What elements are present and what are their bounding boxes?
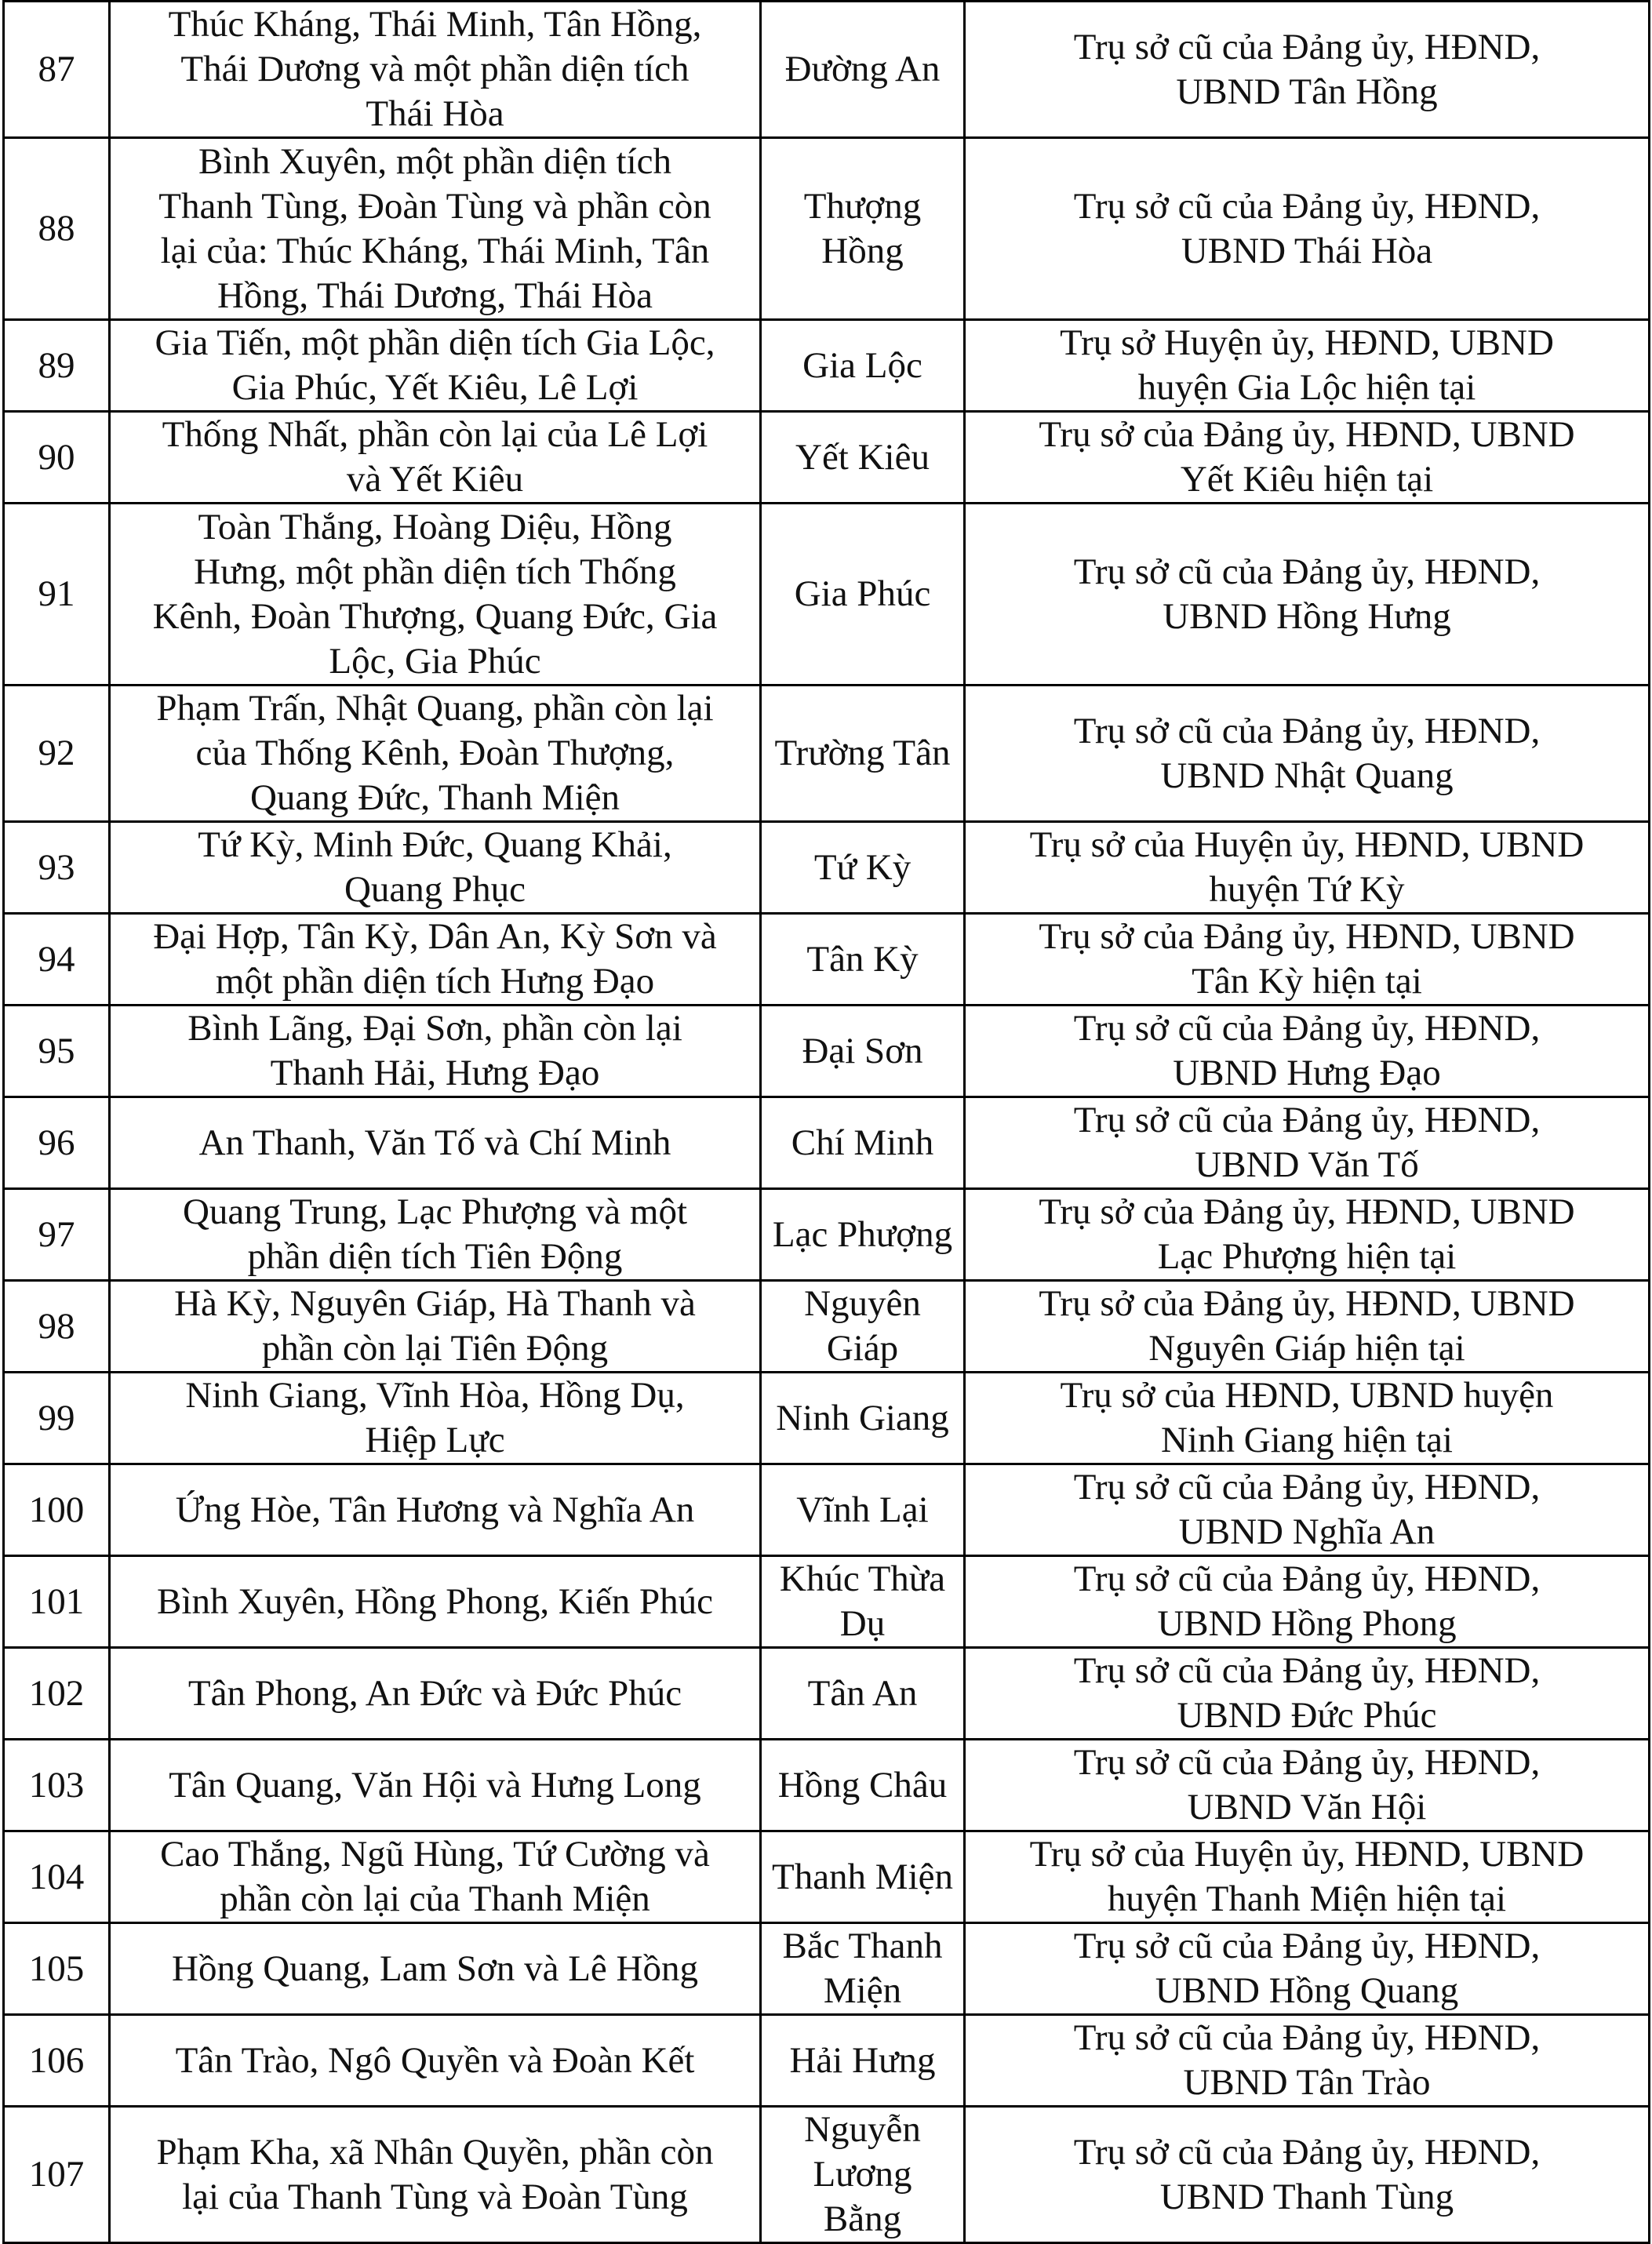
table-row bbox=[4, 320, 1650, 412]
new-commune-name-cell: Nguyễn Lương Bằng bbox=[761, 2107, 965, 2243]
headquarters-cell: Trụ sở cũ của Đảng ủy, HĐND, UBND Hồng Phong bbox=[965, 1556, 1650, 1648]
table-row bbox=[4, 412, 1650, 504]
headquarters-cell: Trụ sở của Đảng ủy, HĐND, UBND Yết Kiêu hiện tại bbox=[965, 412, 1650, 504]
new-commune-name-cell: Tân An bbox=[761, 1648, 965, 1740]
table-row bbox=[4, 504, 1650, 686]
table-row bbox=[4, 1189, 1650, 1281]
row-number: 100 bbox=[4, 1464, 110, 1556]
new-commune-name-cell: Gia Phúc bbox=[761, 504, 965, 686]
new-commune-name-cell: Vĩnh Lại bbox=[761, 1464, 965, 1556]
row-number: 94 bbox=[4, 914, 110, 1006]
merged-communes-cell: Phạm Kha, xã Nhân Quyền, phần còn lại của Thanh Tùng và Đoàn Tùng bbox=[110, 2107, 761, 2243]
merged-communes-cell: Tân Phong, An Đức và Đức Phúc bbox=[110, 1648, 761, 1740]
row-number: 96 bbox=[4, 1097, 110, 1189]
table-row bbox=[4, 1373, 1650, 1464]
new-commune-name-cell: Bắc Thanh Miện bbox=[761, 1923, 965, 2015]
new-commune-name-cell: Đại Sơn bbox=[761, 1006, 965, 1097]
row-number: 93 bbox=[4, 822, 110, 914]
new-commune-name-cell: Đường An bbox=[761, 2, 965, 138]
table-row bbox=[4, 2107, 1650, 2243]
commune-merger-table bbox=[2, 0, 1650, 2244]
row-number: 103 bbox=[4, 1740, 110, 1831]
row-number: 91 bbox=[4, 504, 110, 686]
merged-communes-cell: Thúc Kháng, Thái Minh, Tân Hồng, Thái Dương và một phần diện tích Thái Hòa bbox=[110, 2, 761, 138]
merged-communes-cell: Bình Xuyên, một phần diện tích Thanh Tùng, Đoàn Tùng và phần còn lại của: Thúc Kháng, Thái Minh, Tân Hồng, Thái Dương, Thái Hòa bbox=[110, 138, 761, 320]
headquarters-cell: Trụ sở của HĐND, UBND huyện Ninh Giang hiện tại bbox=[965, 1373, 1650, 1464]
headquarters-cell: Trụ sở của Huyện ủy, HĐND, UBND huyện Tứ Kỳ bbox=[965, 822, 1650, 914]
headquarters-cell: Trụ sở cũ của Đảng ủy, HĐND, UBND Hưng Đạo bbox=[965, 1006, 1650, 1097]
row-number: 97 bbox=[4, 1189, 110, 1281]
new-commune-name-cell: Hải Hưng bbox=[761, 2015, 965, 2107]
table-row bbox=[4, 1281, 1650, 1373]
row-number: 88 bbox=[4, 138, 110, 320]
merged-communes-cell: Thống Nhất, phần còn lại của Lê Lợi và Yết Kiêu bbox=[110, 412, 761, 504]
new-commune-name-cell: Thượng Hồng bbox=[761, 138, 965, 320]
merged-communes-cell: Bình Lãng, Đại Sơn, phần còn lại Thanh Hải, Hưng Đạo bbox=[110, 1006, 761, 1097]
merged-communes-cell: Tứ Kỳ, Minh Đức, Quang Khải, Quang Phục bbox=[110, 822, 761, 914]
table-row bbox=[4, 1006, 1650, 1097]
headquarters-cell: Trụ sở của Huyện ủy, HĐND, UBND huyện Thanh Miện hiện tại bbox=[965, 1831, 1650, 1923]
headquarters-cell: Trụ sở cũ của Đảng ủy, HĐND, UBND Thái Hòa bbox=[965, 138, 1650, 320]
new-commune-name-cell: Khúc Thừa Dụ bbox=[761, 1556, 965, 1648]
headquarters-cell: Trụ sở cũ của Đảng ủy, HĐND, UBND Đức Phúc bbox=[965, 1648, 1650, 1740]
table-row bbox=[4, 1556, 1650, 1648]
merged-communes-cell: Tân Quang, Văn Hội và Hưng Long bbox=[110, 1740, 761, 1831]
row-number: 98 bbox=[4, 1281, 110, 1373]
headquarters-cell: Trụ sở cũ của Đảng ủy, HĐND, UBND Nhật Quang bbox=[965, 686, 1650, 822]
table-row bbox=[4, 2015, 1650, 2107]
merged-communes-cell: Đại Hợp, Tân Kỳ, Dân An, Kỳ Sơn và một phần diện tích Hưng Đạo bbox=[110, 914, 761, 1006]
merged-communes-cell: Bình Xuyên, Hồng Phong, Kiến Phúc bbox=[110, 1556, 761, 1648]
table-row bbox=[4, 822, 1650, 914]
headquarters-cell: Trụ sở của Đảng ủy, HĐND, UBND Tân Kỳ hiện tại bbox=[965, 914, 1650, 1006]
row-number: 89 bbox=[4, 320, 110, 412]
headquarters-cell: Trụ sở của Đảng ủy, HĐND, UBND Lạc Phượng hiện tại bbox=[965, 1189, 1650, 1281]
merged-communes-cell: Ninh Giang, Vĩnh Hòa, Hồng Dụ, Hiệp Lực bbox=[110, 1373, 761, 1464]
row-number: 99 bbox=[4, 1373, 110, 1464]
headquarters-cell: Trụ sở cũ của Đảng ủy, HĐND, UBND Tân Trào bbox=[965, 2015, 1650, 2107]
table-row bbox=[4, 686, 1650, 822]
row-number: 90 bbox=[4, 412, 110, 504]
merged-communes-cell: An Thanh, Văn Tố và Chí Minh bbox=[110, 1097, 761, 1189]
headquarters-cell: Trụ sở cũ của Đảng ủy, HĐND, UBND Hồng Quang bbox=[965, 1923, 1650, 2015]
new-commune-name-cell: Tứ Kỳ bbox=[761, 822, 965, 914]
new-commune-name-cell: Lạc Phượng bbox=[761, 1189, 965, 1281]
headquarters-cell: Trụ sở cũ của Đảng ủy, HĐND, UBND Hồng Hưng bbox=[965, 504, 1650, 686]
merged-communes-cell: Hồng Quang, Lam Sơn và Lê Hồng bbox=[110, 1923, 761, 2015]
headquarters-cell: Trụ sở cũ của Đảng ủy, HĐND, UBND Văn Tố bbox=[965, 1097, 1650, 1189]
new-commune-name-cell: Trường Tân bbox=[761, 686, 965, 822]
headquarters-cell: Trụ sở cũ của Đảng ủy, HĐND, UBND Văn Hội bbox=[965, 1740, 1650, 1831]
merged-communes-cell: Tân Trào, Ngô Quyền và Đoàn Kết bbox=[110, 2015, 761, 2107]
new-commune-name-cell: Chí Minh bbox=[761, 1097, 965, 1189]
headquarters-cell: Trụ sở Huyện ủy, HĐND, UBND huyện Gia Lộc hiện tại bbox=[965, 320, 1650, 412]
row-number: 106 bbox=[4, 2015, 110, 2107]
merged-communes-cell: Cao Thắng, Ngũ Hùng, Tứ Cường và phần còn lại của Thanh Miện bbox=[110, 1831, 761, 1923]
table-row bbox=[4, 1097, 1650, 1189]
merged-communes-cell: Gia Tiến, một phần diện tích Gia Lộc, Gia Phúc, Yết Kiêu, Lê Lợi bbox=[110, 320, 761, 412]
headquarters-cell: Trụ sở cũ của Đảng ủy, HĐND, UBND Thanh Tùng bbox=[965, 2107, 1650, 2243]
new-commune-name-cell: Gia Lộc bbox=[761, 320, 965, 412]
new-commune-name-cell: Yết Kiêu bbox=[761, 412, 965, 504]
row-number: 104 bbox=[4, 1831, 110, 1923]
table-row bbox=[4, 1831, 1650, 1923]
headquarters-cell: Trụ sở của Đảng ủy, HĐND, UBND Nguyên Giáp hiện tại bbox=[965, 1281, 1650, 1373]
table-row bbox=[4, 2, 1650, 138]
headquarters-cell: Trụ sở cũ của Đảng ủy, HĐND, UBND Tân Hồng bbox=[965, 2, 1650, 138]
row-number: 107 bbox=[4, 2107, 110, 2243]
table-row bbox=[4, 1740, 1650, 1831]
row-number: 101 bbox=[4, 1556, 110, 1648]
merged-communes-cell: Hà Kỳ, Nguyên Giáp, Hà Thanh và phần còn lại Tiên Động bbox=[110, 1281, 761, 1373]
table-row bbox=[4, 1923, 1650, 2015]
merged-communes-cell: Phạm Trấn, Nhật Quang, phần còn lại của Thống Kênh, Đoàn Thượng, Quang Đức, Thanh Miện bbox=[110, 686, 761, 822]
row-number: 105 bbox=[4, 1923, 110, 2015]
merged-communes-cell: Quang Trung, Lạc Phượng và một phần diện tích Tiên Động bbox=[110, 1189, 761, 1281]
new-commune-name-cell: Hồng Châu bbox=[761, 1740, 965, 1831]
new-commune-name-cell: Nguyên Giáp bbox=[761, 1281, 965, 1373]
row-number: 95 bbox=[4, 1006, 110, 1097]
table-row bbox=[4, 914, 1650, 1006]
row-number: 87 bbox=[4, 2, 110, 138]
new-commune-name-cell: Tân Kỳ bbox=[761, 914, 965, 1006]
table-row bbox=[4, 138, 1650, 320]
table-row bbox=[4, 1648, 1650, 1740]
merged-communes-cell: Ứng Hòe, Tân Hương và Nghĩa An bbox=[110, 1464, 761, 1556]
new-commune-name-cell: Thanh Miện bbox=[761, 1831, 965, 1923]
row-number: 102 bbox=[4, 1648, 110, 1740]
table-row bbox=[4, 1464, 1650, 1556]
headquarters-cell: Trụ sở cũ của Đảng ủy, HĐND, UBND Nghĩa An bbox=[965, 1464, 1650, 1556]
merged-communes-cell: Toàn Thắng, Hoàng Diệu, Hồng Hưng, một phần diện tích Thống Kênh, Đoàn Thượng, Quang Đức, Gia Lộc, Gia Phúc bbox=[110, 504, 761, 686]
row-number: 92 bbox=[4, 686, 110, 822]
table-body bbox=[4, 2, 1650, 2243]
new-commune-name-cell: Ninh Giang bbox=[761, 1373, 965, 1464]
